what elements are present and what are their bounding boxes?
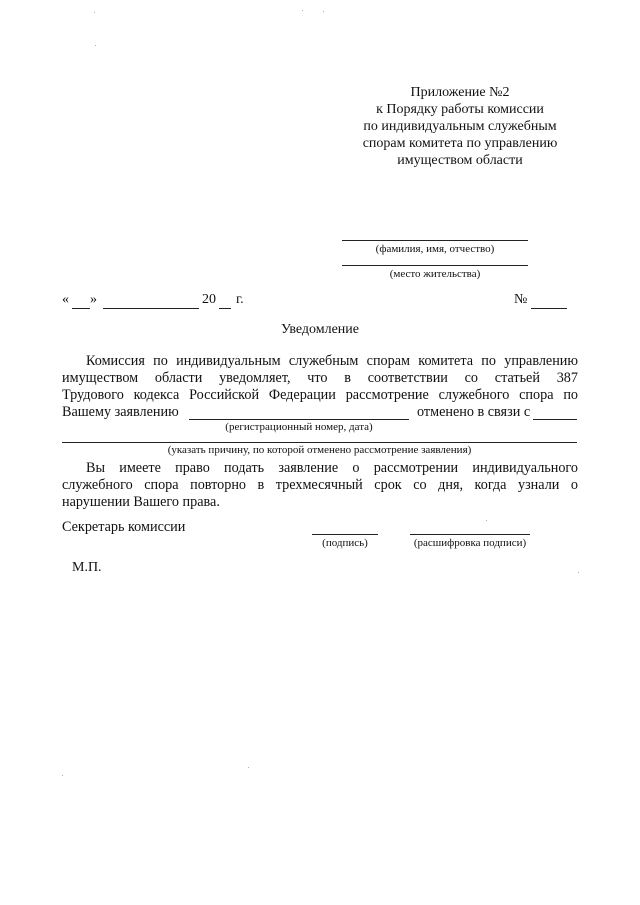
signature-caption: (подпись) <box>322 537 368 549</box>
appendix-header <box>330 84 590 169</box>
date-year-line <box>219 308 231 309</box>
appendix-line-2: к Порядку работы комиссии <box>376 102 544 117</box>
scan-speck <box>95 45 96 46</box>
body-line-4-start: Вашему заявлению <box>62 404 179 420</box>
reason-field-line <box>62 442 577 443</box>
scan-speck <box>302 10 303 11</box>
para2-line-3: нарушении Вашего права. <box>62 494 220 510</box>
document-title: Уведомление <box>280 322 359 337</box>
body-line-3: Трудового кодекса Российской Федерации рассмотрение служебного спора по <box>62 387 578 403</box>
date-day-line <box>72 308 90 309</box>
recipient-residence-line <box>342 265 528 266</box>
date-quote-open: « <box>62 292 69 307</box>
scan-speck <box>94 12 95 13</box>
scan-speck <box>248 767 249 768</box>
body-line-1: Комиссия по индивидуальным служебным спорам комитета по управлению <box>86 353 578 369</box>
seal-mark: М.П. <box>72 560 102 575</box>
recipient-residence-caption: (место жительства) <box>389 268 481 280</box>
signature-decoding-caption: (расшифровка подписи) <box>413 537 527 549</box>
scan-speck <box>62 775 63 776</box>
date-month-line <box>103 308 199 309</box>
number-label: № <box>514 292 528 307</box>
scan-speck <box>323 11 324 12</box>
signature-decoding-line <box>410 534 530 535</box>
registration-field-line <box>189 419 409 420</box>
scan-speck <box>578 572 579 573</box>
para2-line-1: Вы имеете право подать заявление о рассмотрении индивидуального <box>86 460 578 476</box>
scan-speck <box>486 520 487 521</box>
reason-tail-line <box>533 419 577 420</box>
recipient-name-caption: (фамилия, имя, отчество) <box>375 243 495 255</box>
registration-caption: (регистрационный номер, дата) <box>225 421 373 433</box>
appendix-line-5: имуществом области <box>397 153 523 168</box>
appendix-line-3: по индивидуальным служебным <box>363 119 557 134</box>
date-quote-close: » <box>90 292 97 307</box>
appendix-line-4: спорам комитета по управлению <box>362 136 558 151</box>
recipient-name-line <box>342 240 528 241</box>
signature-line <box>312 534 378 535</box>
body-line-2: имуществом области уведомляет, что в соответствии со статьей 387 <box>62 370 578 386</box>
para2-line-2: служебного спора повторно в трехмесячный срок со дня, когда узнали о <box>62 477 578 493</box>
secretary-label: Секретарь комиссии <box>62 519 186 535</box>
appendix-line-1: Приложение №2 <box>410 85 510 100</box>
reason-caption: (указать причину, по которой отменено рассмотрение заявления) <box>167 444 472 456</box>
body-line-4-end: отменено в связи с <box>417 404 531 420</box>
date-year-prefix: 20 <box>202 292 216 307</box>
number-line <box>531 308 567 309</box>
date-year-suffix: г. <box>236 292 244 307</box>
